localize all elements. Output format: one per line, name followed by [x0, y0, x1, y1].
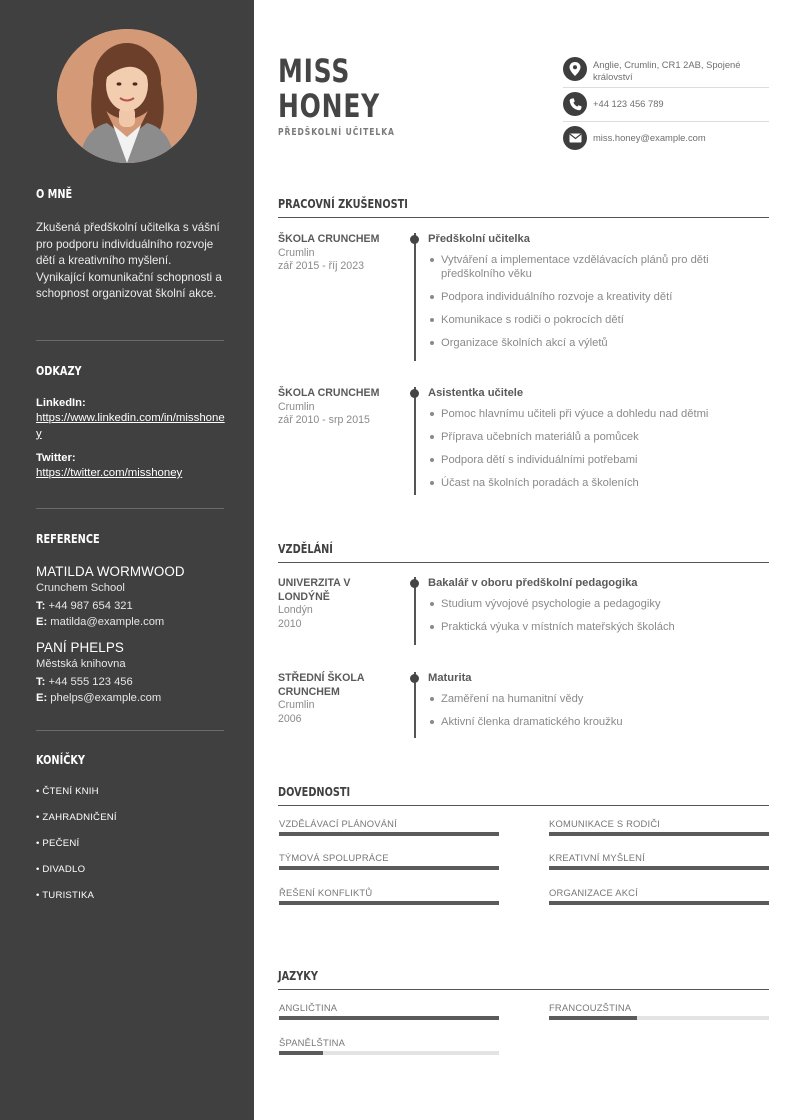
reference-email: E: phelps@example.com: [36, 691, 162, 704]
entry-title: Maturita: [428, 672, 472, 684]
entry-bullet: Podpora individuálního rozvoje a kreativity dětí: [428, 290, 728, 304]
language-item: [279, 1002, 499, 1020]
language-label: FRANCOUZŠTINA: [549, 1002, 632, 1013]
skill-label: VZDĚLÁVACÍ PLÁNOVÁNÍ: [279, 818, 397, 829]
entry-title: Bakalář v oboru předškolní pedagogika: [428, 577, 638, 589]
entry-bullet: Zaměření na humanitní vědy: [428, 692, 728, 706]
name-line-2: HONEY: [278, 87, 381, 125]
hobby-item: • TURISTIKA: [36, 890, 95, 901]
reference-org: Crunchem School: [36, 582, 125, 594]
language-label: ANGLIČTINA: [279, 1002, 338, 1013]
envelope-icon: [563, 126, 587, 150]
entry-bullet: Praktická výuka v místních mateřských školách: [428, 620, 728, 634]
education-entry: [278, 672, 769, 738]
references-heading: REFERENCE: [36, 531, 100, 546]
hobby-item: • DIVADLO: [36, 864, 86, 875]
skill-item: [279, 852, 499, 870]
reference-email: E: matilda@example.com: [36, 615, 165, 628]
hobbies-list: [36, 785, 226, 915]
skill-bar-fill: [549, 832, 769, 836]
link-item-linkedin: [36, 396, 226, 442]
reference-phone: T: +44 555 123 456: [36, 676, 133, 688]
entry-bullet: Účast na školních poradách a školeních: [428, 476, 728, 490]
entry-details: [428, 233, 728, 359]
link-label: LinkedIn:: [36, 397, 86, 409]
reference-name: PANÍ PHELPS: [36, 640, 124, 655]
experience-entry: [278, 233, 769, 363]
timeline-dot: [410, 579, 419, 588]
timeline-line: [414, 233, 416, 361]
entry-meta: [278, 577, 378, 631]
skill-bar-track: [279, 832, 499, 836]
full-name: [278, 54, 380, 124]
languages-heading: JAZYKY: [278, 967, 769, 990]
reference-name: MATILDA WORMWOOD: [36, 564, 185, 579]
entry-meta: [278, 233, 398, 274]
entry-org: ŠKOLA CRUNCHEM: [278, 233, 380, 245]
contact-email: [563, 126, 769, 155]
entry-place: Crumlin: [278, 699, 315, 711]
entry-place: Crumlin: [278, 246, 315, 259]
entry-dates: zář 2015 - říj 2023: [278, 260, 364, 272]
skill-item: [549, 852, 769, 870]
entry-title: Předškolní učitelka: [428, 233, 530, 245]
entry-meta: [278, 672, 378, 726]
education-heading: VZDĚLÁNÍ: [278, 540, 769, 563]
phone-text: +44 123 456 789: [593, 98, 664, 109]
link-label: Twitter:: [36, 452, 76, 464]
hobby-item: • PEČENÍ: [36, 838, 80, 849]
hobbies-heading: KONÍČKY: [36, 752, 85, 767]
entry-dates: 2006: [278, 712, 302, 725]
entry-bullet: Podpora dětí s individuálními potřebami: [428, 453, 728, 467]
language-bar-track: [279, 1016, 499, 1020]
skill-bar-fill: [279, 866, 499, 870]
skill-bar-track: [549, 832, 769, 836]
language-bar-fill: [279, 1016, 499, 1020]
skill-label: KREATIVNÍ MYŠLENÍ: [549, 852, 645, 863]
entry-meta: [278, 387, 398, 428]
contact-phone: [563, 92, 769, 122]
hobby-item: • ZAHRADNIČENÍ: [36, 812, 117, 823]
link-item-twitter: [36, 451, 226, 482]
skill-item: [549, 887, 769, 905]
job-title: PŘEDŠKOLNÍ UČITELKA: [278, 127, 395, 138]
skill-bar-fill: [549, 901, 769, 905]
address-text: Anglie, Crumlin, CR1 2AB, Spojené království: [593, 59, 741, 82]
reference-item: [36, 639, 226, 706]
twitter-link[interactable]: https://twitter.com/misshoney: [36, 467, 183, 479]
entry-title: Asistentka učitele: [428, 387, 524, 399]
timeline-dot: [410, 674, 419, 683]
entry-dates: 2010: [278, 617, 302, 630]
email-text: miss.honey@example.com: [593, 132, 706, 143]
entry-bullet: Pomoc hlavnímu učiteli při výuce a dohledu nad dětmi: [428, 407, 728, 421]
entry-details: [428, 577, 728, 643]
links-heading: ODKAZY: [36, 363, 82, 378]
divider: [36, 730, 224, 731]
skill-bar-fill: [549, 866, 769, 870]
links-list: [36, 396, 226, 482]
entry-bullet: Studium vývojové psychologie a pedagogiky: [428, 597, 728, 611]
profile-photo: [57, 29, 197, 163]
contact-address: [563, 57, 769, 88]
skill-label: ORGANIZACE AKCÍ: [549, 887, 638, 898]
timeline-dot: [410, 235, 419, 244]
skill-bar-track: [279, 866, 499, 870]
skill-item: [279, 887, 499, 905]
reference-phone: T: +44 987 654 321: [36, 600, 133, 612]
entry-bullet: Aktivní členka dramatického kroužku: [428, 715, 728, 729]
linkedin-link[interactable]: https://www.linkedin.com/in/misshoney: [36, 412, 225, 440]
references-list: [36, 563, 226, 715]
entry-details: [428, 672, 728, 738]
entry-org: ŠKOLA CRUNCHEM: [278, 387, 380, 399]
hobby-item: • ČTENÍ KNIH: [36, 786, 99, 797]
language-item: [279, 1037, 499, 1055]
entry-place: Crumlin: [278, 400, 315, 413]
language-label: ŠPANĚLŠTINA: [279, 1037, 346, 1048]
entry-org: UNIVERZITA V LONDÝNĚ: [278, 577, 351, 603]
divider: [36, 340, 224, 341]
skill-item: [549, 818, 769, 836]
entry-bullet: Komunikace s rodiči o pokrocích dětí: [428, 313, 728, 327]
entry-details: [428, 387, 728, 499]
reference-org: Městská knihovna: [36, 658, 126, 670]
entry-org: STŘEDNÍ ŠKOLA CRUNCHEM: [278, 672, 365, 698]
timeline-line: [414, 387, 416, 495]
name-line-1: MISS: [278, 52, 351, 90]
entry-dates: zář 2010 - srp 2015: [278, 414, 370, 426]
entry-bullet: Organizace školních akcí a výletů: [428, 336, 728, 350]
timeline-dot: [410, 389, 419, 398]
skill-label: TÝMOVÁ SPOLUPRÁCE: [279, 852, 389, 863]
skill-bar-track: [279, 901, 499, 905]
location-pin-icon: [563, 57, 587, 81]
phone-icon: [563, 92, 587, 116]
skill-bar-fill: [279, 832, 499, 836]
language-bar-fill: [549, 1016, 637, 1020]
language-bar-track: [549, 1016, 769, 1020]
skill-bar-track: [549, 901, 769, 905]
reference-item: [36, 563, 226, 630]
experience-entry: [278, 387, 769, 497]
skill-label: ŘEŠENÍ KONFLIKTŮ: [279, 887, 373, 898]
language-bar-fill: [279, 1051, 323, 1055]
skills-heading: DOVEDNOSTI: [278, 783, 769, 806]
entry-place: Londýn: [278, 604, 313, 616]
skill-bar-track: [549, 866, 769, 870]
skill-item: [279, 818, 499, 836]
language-item: [549, 1002, 769, 1020]
skill-bar-fill: [279, 901, 499, 905]
about-text: Zkušená předškolní učitelka s vášní pro podporu individuálního rozvoje dětí a kreativního myšlení. Vynikající komunikační schopnosti a schopnost organizovat školní akce.: [36, 221, 222, 301]
entry-bullet: Příprava učebních materiálů a pomůcek: [428, 430, 728, 444]
experience-heading: PRACOVNÍ ZKUŠENOSTI: [278, 195, 769, 218]
skill-label: KOMUNIKACE S RODIČI: [549, 818, 661, 829]
divider: [36, 508, 224, 509]
entry-bullet: Vytváření a implementace vzdělávacích plánů pro děti předškolního věku: [428, 253, 728, 281]
sidebar: [0, 0, 254, 1120]
education-entry: [278, 577, 769, 647]
about-heading: O MNĚ: [36, 186, 73, 201]
contact-block: [563, 57, 769, 159]
language-bar-track: [279, 1051, 499, 1055]
